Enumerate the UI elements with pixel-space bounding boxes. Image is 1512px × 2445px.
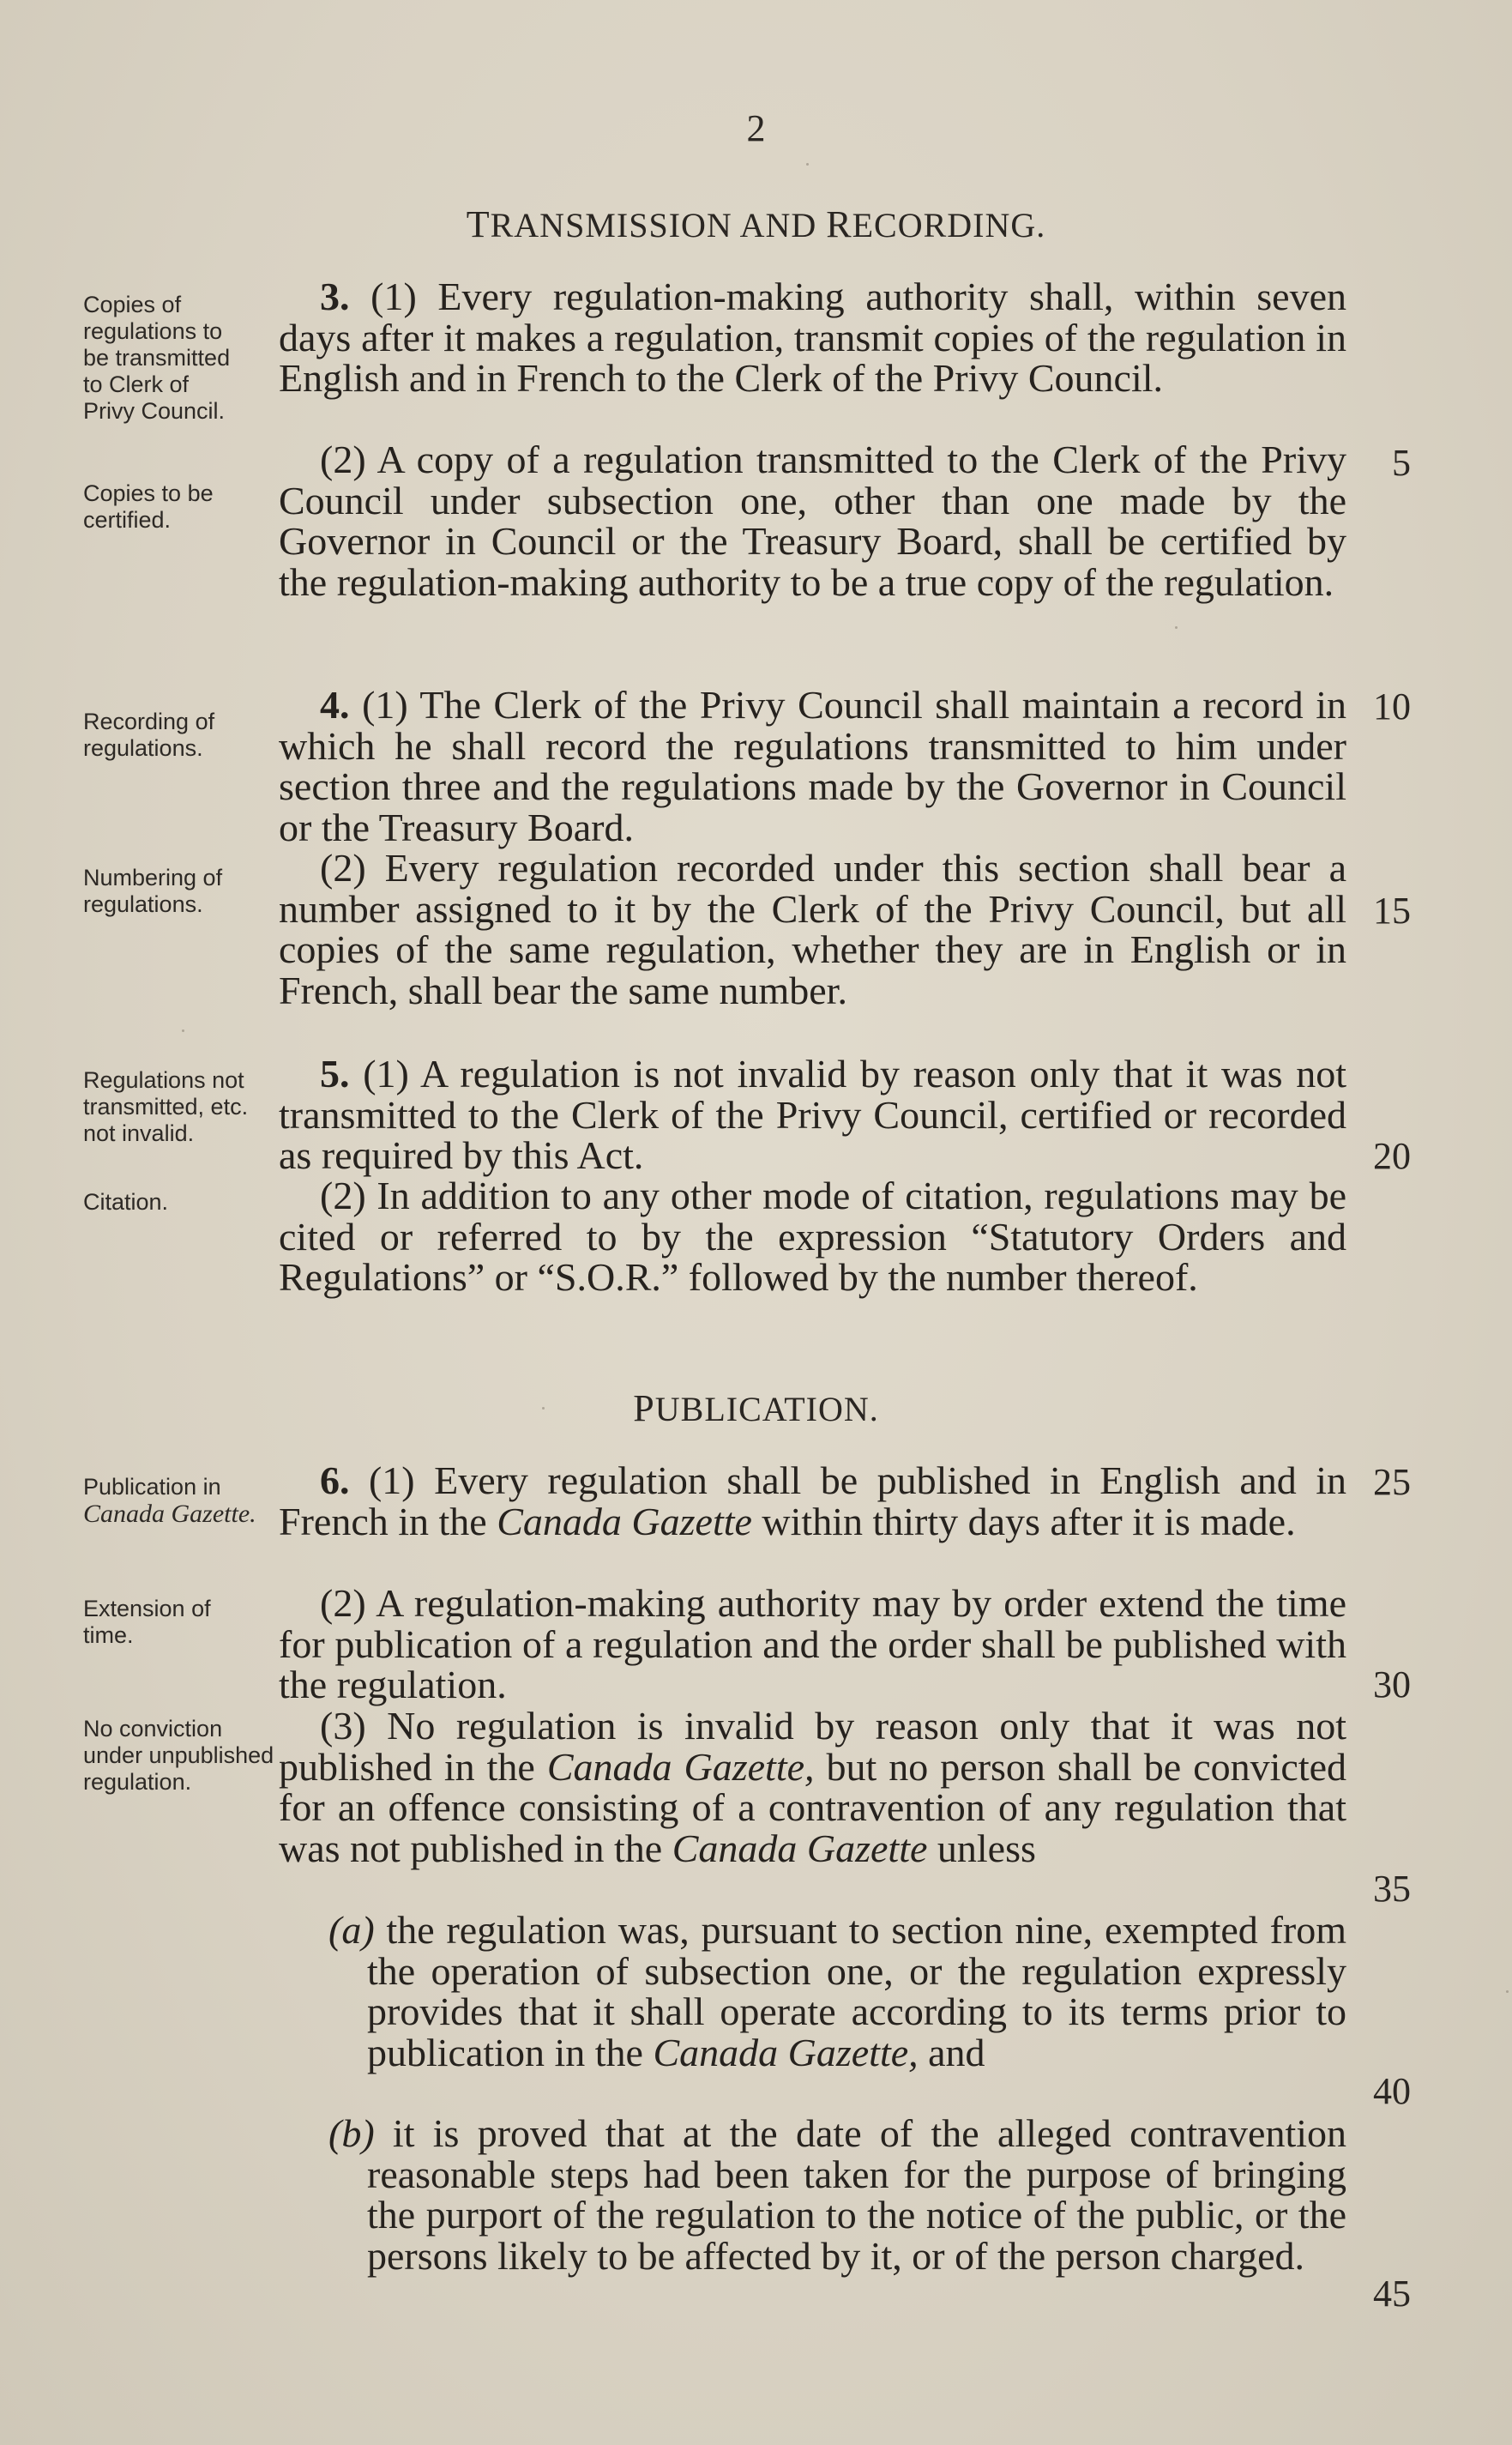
section-6-subsection-1: 6. (1) Every regulation shall be published in English and in French in the Canada Gazette within thirty days after it is made. (279, 1458, 1346, 1543)
paper-speck (1506, 1990, 1509, 1993)
paper-speck (542, 1407, 545, 1410)
sidenote-copies-certified: Copies to be certified. (83, 480, 214, 533)
line-number: 25 (1373, 1461, 1411, 1503)
heading-transmission-and-recording: TRANSMISSION AND RECORDING. (466, 203, 1046, 245)
sidenote-copies-transmitted: Copies of regulations to be transmitted to Clerk of Privy Council. (83, 292, 231, 424)
sidenote-publication-in-gazette: Publication in Canada Gazette. (83, 1474, 256, 1528)
section-6-subsection-2: (2) A regulation-making authority may by order extend the time for publication of a regulation and the order shall be published with the regulation. (279, 1581, 1346, 1707)
sidenote-recording: Recording of regulations. (83, 709, 215, 761)
sidenote-not-invalid: Regulations not transmitted, etc. not invalid. (83, 1067, 249, 1146)
sidenote-no-conviction: No conviction under unpublished regulation. (83, 1716, 274, 1795)
line-number: 30 (1373, 1663, 1411, 1705)
line-number: 5 (1392, 442, 1411, 484)
line-number: 40 (1373, 2070, 1411, 2112)
paper-speck (1175, 626, 1178, 629)
section-3-subsection-2: (2) A copy of a regulation transmitted to the Clerk of the Privy Council under subsection one, other than one made by the Governor in Council or the Treasury Board, shall be certified by the regulation-making authority to be a true copy of the regulation. (279, 438, 1346, 604)
sidenote-numbering: Numbering of regulations. (83, 865, 223, 917)
sidenote-citation: Citation. (83, 1189, 169, 1215)
page-number: 2 (746, 107, 766, 149)
section-6-subsection-3: (3) No regulation is invalid by reason only that it was not published in the Canada Gazette, but no person shall be convicted for an offence consisting of a contravention of any regulation that was not published in the Canada Gazette unless (279, 1704, 1347, 1870)
line-number: 20 (1373, 1135, 1411, 1177)
section-6-item-a: (a) the regulation was, pursuant to section nine, exempted from the operation of subsection one, or the regulation expressly provides that it shall operate according to its terms prior to publication in the Canada Gazette, and (328, 1908, 1346, 2074)
line-number: 10 (1373, 685, 1411, 727)
section-5-subsection-1: 5. (1) A regulation is not invalid by reason only that it was not transmitted to the Clerk of the Privy Council, certified or recorded as required by this Act. (279, 1052, 1346, 1178)
section-4-subsection-2: (2) Every regulation recorded under this section shall bear a number assigned to it by the Clerk of the Privy Council, but all copies of the same regulation, whether they are in English or in French, shall bear the same number. (279, 846, 1346, 1012)
line-number: 45 (1373, 2273, 1411, 2315)
line-number: 35 (1373, 1868, 1411, 1910)
line-number: 15 (1373, 890, 1411, 932)
section-5-subsection-2: (2) In addition to any other mode of citation, regulations may be cited or referred to by the expression “Statutory Orders and Regulations” or “S.O.R.” followed by the number thereof. (279, 1174, 1346, 1300)
section-6-item-b: (b) it is proved that at the date of the alleged contravention reasonable steps had been taken for the purpose of bringing the purport of the regulation to the notice of the public, or the persons likely to be affected by it, or of the person charged. (328, 2111, 1346, 2278)
paper-speck (806, 163, 809, 166)
heading-publication: PUBLICATION. (633, 1387, 879, 1429)
section-4-subsection-1: 4. (1) The Clerk of the Privy Council shall maintain a record in which he shall record the regulations transmitted to him under section three and the regulations made by the Governor in Council or the Treasury Board. (279, 683, 1346, 849)
sidenote-extension-of-time: Extension of time. (83, 1596, 211, 1648)
paper-speck (182, 1029, 184, 1032)
section-3-subsection-1: 3. (1) Every regulation-making authority shall, within seven days after it makes a regulation, transmit copies of the regulation in English and in French to the Clerk of the Privy Council. (279, 275, 1346, 401)
